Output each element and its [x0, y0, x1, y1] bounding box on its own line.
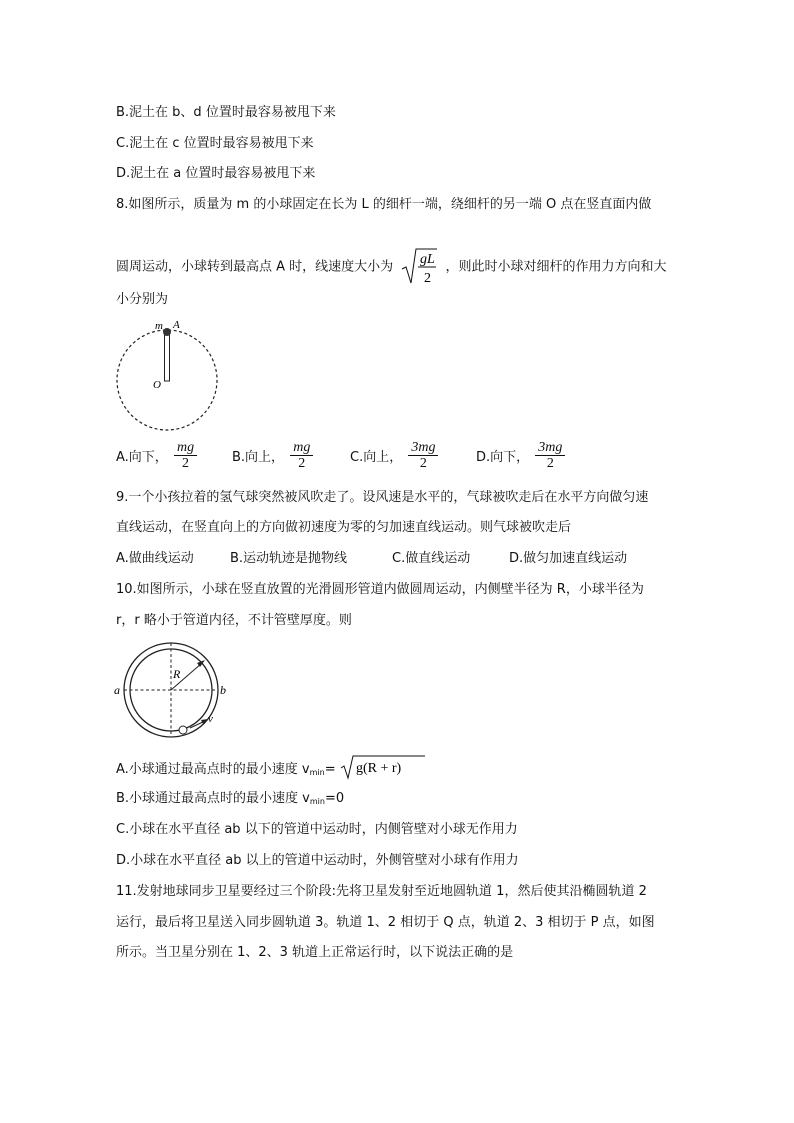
- q10-option-a: [116, 754, 426, 781]
- q9-option-c: C.做直线运动: [392, 551, 471, 566]
- q11-stem-line1: 11.发射地球同步卫星要经过三个阶段:先将卫星发射至近地圆轨道 1，然后使其沿椭圆轨道 2: [116, 884, 647, 899]
- q8-stem-line1: 8.如图所示，质量为 m 的小球固定在长为 L 的细杆一端，绕细杆的另一端 O 点在竖直面内做: [116, 197, 652, 212]
- q8-option-c-num: 3mg: [408, 440, 438, 456]
- q8-option-a-fraction: [174, 440, 197, 471]
- q10-option-a-eq: =: [324, 762, 336, 777]
- q8-option-c-den: 2: [419, 456, 427, 471]
- q8-option-c-label: C.向上，: [350, 450, 403, 465]
- q7-option-d: D.泥土在 a 位置时最容易被甩下来: [116, 166, 316, 181]
- q10-option-a-text: A.小球通过最高点时的最小速度 v: [116, 762, 310, 777]
- q8-option-a-num: mg: [174, 440, 197, 456]
- q8-options-row: [116, 440, 716, 480]
- q8-option-b-num: mg: [290, 440, 313, 456]
- q8-option-c-fraction: [408, 440, 438, 471]
- q9-option-d: D.做匀加速直线运动: [509, 551, 628, 566]
- q8-option-d-den: 2: [546, 456, 554, 471]
- q9-options-row: [116, 551, 716, 567]
- q8-stem-line2-a: 圆周运动，小球转到最高点 A 时，线速度大小为: [116, 259, 394, 275]
- q10-stem-line1: 10.如图所示，小球在竖直放置的光滑圆形管道内做圆周运动，内侧壁半径为 R，小球半径为: [116, 582, 644, 597]
- q10-option-b-eq: =0: [324, 791, 345, 806]
- q9-option-a: A.做曲线运动: [116, 551, 194, 566]
- q8-sqrt-expression: [400, 247, 438, 287]
- q10-option-b-sub: min: [309, 797, 325, 806]
- q8-sqrt-denominator: 2: [424, 271, 432, 286]
- q8-ball: [163, 328, 171, 336]
- q10-label-r: R: [173, 667, 181, 681]
- q10-option-a-sqrt-content: g(R + r): [355, 761, 401, 776]
- q8-stem-line3: 小分别为: [116, 292, 169, 307]
- q8-option-b-fraction: [290, 440, 313, 471]
- q8-option-a: [116, 440, 199, 471]
- q7-option-c: C.泥土在 c 位置时最容易被甩下来: [116, 136, 314, 151]
- q8-option-d-fraction: [535, 440, 565, 471]
- q10-option-b: [116, 791, 344, 810]
- q10-label-b: b: [220, 683, 226, 697]
- q10-option-a-sub: min: [309, 768, 325, 777]
- q8-stem-line2-b: ，则此时小球对细杆的作用力方向和大: [445, 259, 667, 275]
- q8-option-c: [350, 440, 440, 471]
- q8-option-a-den: 2: [182, 456, 190, 471]
- q10-pipe-figure: [110, 640, 235, 742]
- q10-option-a-sqrt: [340, 754, 426, 780]
- q9-option-b: B.运动轨迹是抛物线: [230, 551, 348, 566]
- q8-option-d: [476, 440, 567, 471]
- sqrt-sign-icon: [400, 247, 438, 287]
- q8-option-d-num: 3mg: [535, 440, 565, 456]
- q8-option-a-label: A.向下，: [116, 450, 168, 465]
- q8-stem-line2: [116, 247, 666, 287]
- q8-label-m: m: [155, 320, 163, 332]
- q11-stem-line2: 运行，最后将卫星送入同步圆轨道 3。轨道 1、2 相切于 Q 点，轨道 2、3 相切于 P 点，如图: [116, 915, 655, 930]
- q10-ball: [179, 726, 187, 734]
- q10-option-b-text: B.小球通过最高点时的最小速度 v: [116, 791, 310, 806]
- q8-rod: [165, 332, 170, 381]
- q10-stem-line2: r，r 略小于管道内径，不计管壁厚度。则: [116, 613, 352, 628]
- q10-label-v: v: [208, 713, 213, 725]
- q8-option-b-den: 2: [298, 456, 306, 471]
- q8-option-b-label: B.向上，: [232, 450, 285, 465]
- q8-option-b: [232, 440, 315, 471]
- q8-label-a: A: [173, 319, 180, 331]
- q8-sqrt-numerator: gL: [420, 252, 436, 267]
- q11-stem-line3: 所示。当卫星分别在 1、2、3 轨道上正常运行时，以下说法正确的是: [116, 945, 514, 960]
- q8-circle-figure: [110, 316, 222, 434]
- q7-option-b: B.泥土在 b、d 位置时最容易被甩下来: [116, 105, 336, 120]
- q8-label-o: O: [153, 379, 161, 391]
- q8-option-d-label: D.向下，: [476, 450, 530, 465]
- q9-stem-line1: 9.一个小孩拉着的氢气球突然被风吹走了。设风速是水平的，气球被吹走后在水平方向做匀速: [116, 490, 649, 505]
- q9-stem-line2: 直线运动，在竖直向上的方向做初速度为零的匀加速直线运动。则气球被吹走后: [116, 520, 572, 535]
- q10-option-c: C.小球在水平直径 ab 以下的管道中运动时，内侧管壁对小球无作用力: [116, 822, 518, 837]
- q10-option-d: D.小球在水平直径 ab 以上的管道中运动时，外侧管壁对小球有作用力: [116, 853, 519, 868]
- q10-label-a: a: [114, 683, 120, 697]
